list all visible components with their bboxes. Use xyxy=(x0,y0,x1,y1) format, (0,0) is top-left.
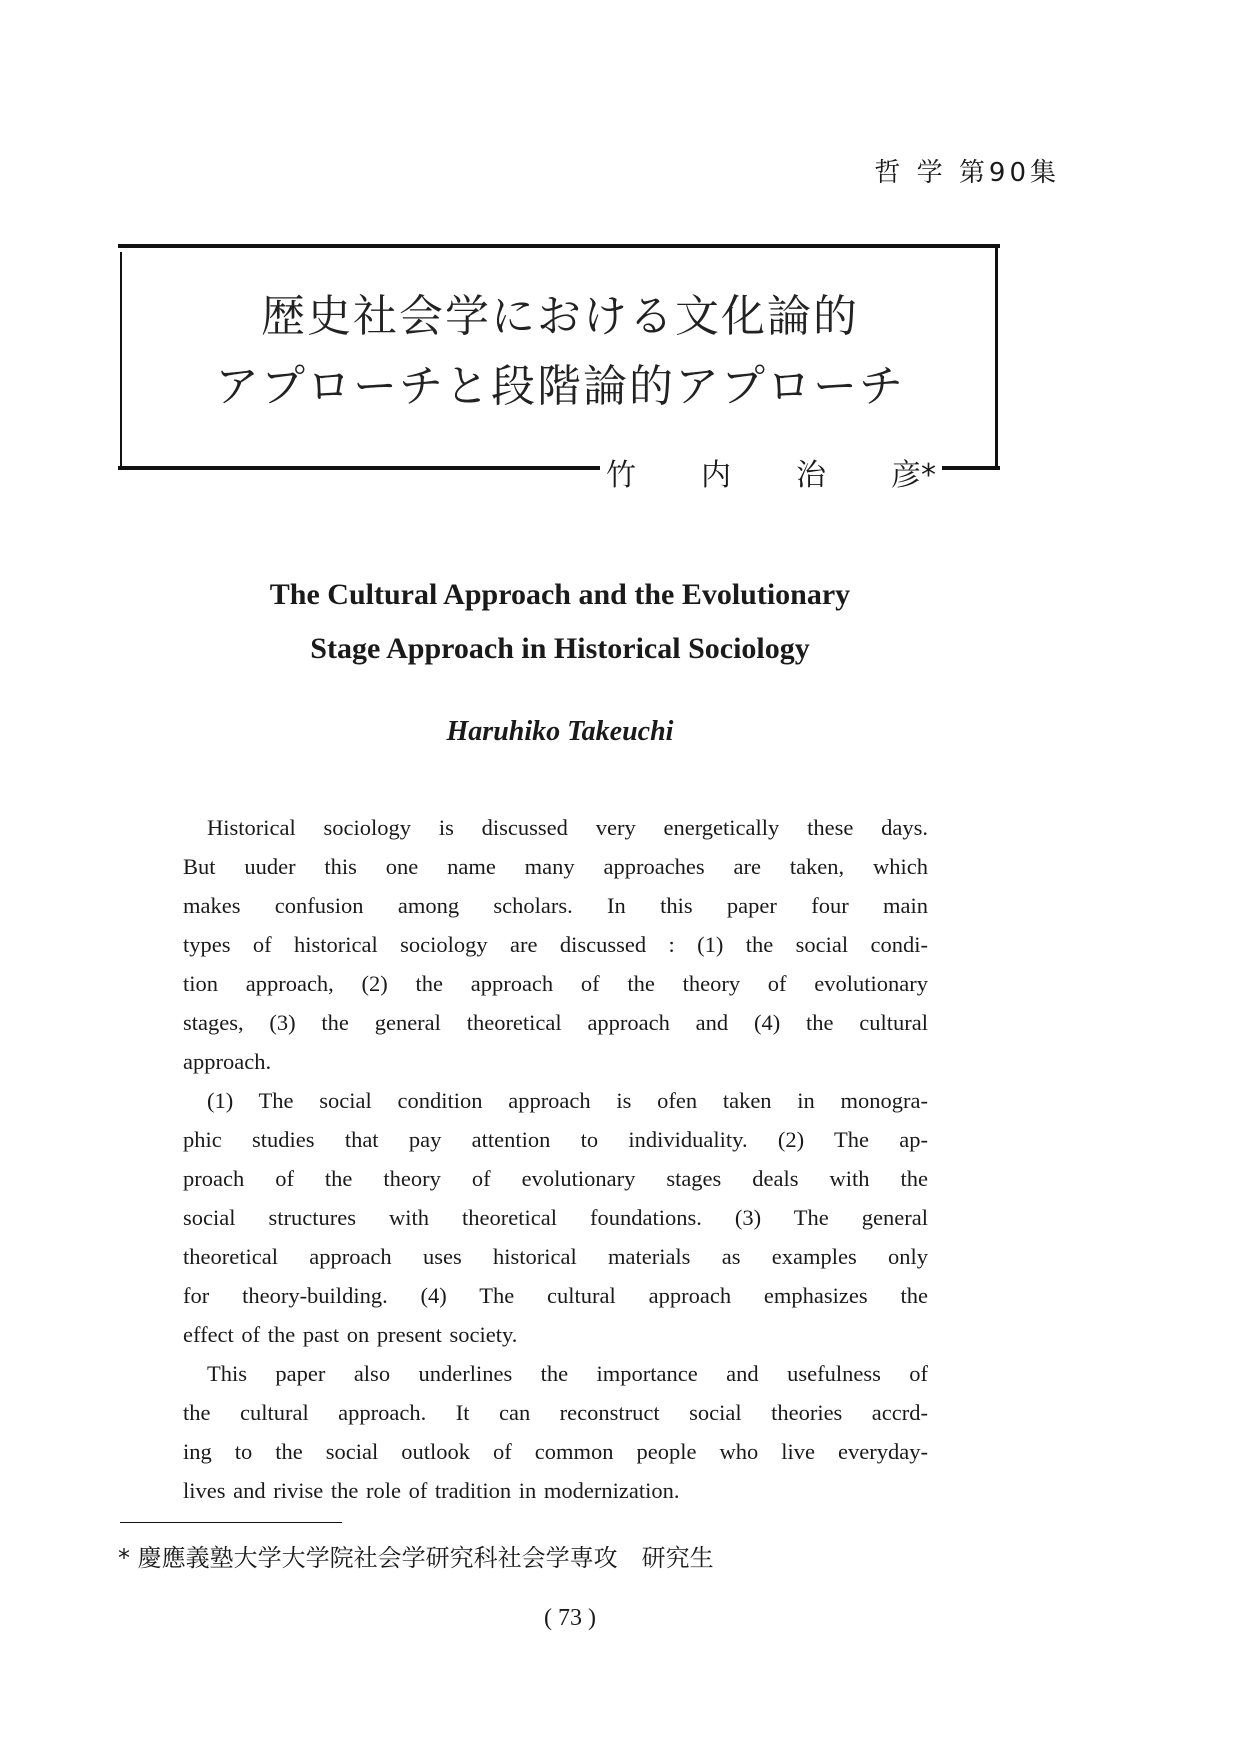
abstract-line: theoretical approach uses historical materials as examples only xyxy=(183,1244,928,1269)
title-box-top-rule xyxy=(118,244,1000,248)
abstract-line: (1) The social condition approach is ofen taken in monogra- xyxy=(207,1088,928,1113)
author-char: 内 xyxy=(701,458,731,493)
abstract-line: effect of the past on present society. xyxy=(183,1322,518,1347)
abstract-line: But uuder this one name many approaches are taken, which xyxy=(183,854,928,879)
author-char: 竹 xyxy=(606,458,636,493)
abstract-line: for theory-building. (4) The cultural approach emphasizes the xyxy=(183,1283,928,1308)
abstract-line: This paper also underlines the importance and usefulness of xyxy=(207,1361,928,1386)
abstract-line: social structures with theoretical foundations. (3) The general xyxy=(183,1205,928,1230)
japanese-title-line-1: 歴史社会学における文化論的 xyxy=(261,291,859,342)
abstract-line: types of historical sociology are discussed : (1) the social condi- xyxy=(183,932,928,957)
abstract-line: the cultural approach. It can reconstruct social theories accrd- xyxy=(183,1400,928,1425)
author-char: 彦* xyxy=(891,458,936,493)
abstract-line: Historical sociology is discussed very energetically these days. xyxy=(207,815,928,840)
page-number: ( 73 ) xyxy=(544,1605,596,1631)
journal-header: 哲 学 第90集 xyxy=(874,158,1060,188)
abstract-line: makes confusion among scholars. In this paper four main xyxy=(183,893,928,918)
footnote: * 慶應義塾大学大学院社会学研究科社会学専攻 研究生 xyxy=(118,1544,714,1572)
english-author: Haruhiko Takeuchi xyxy=(446,716,674,747)
footnote-rule xyxy=(120,1522,342,1523)
abstract-line: ing to the social outlook of common people who live everyday- xyxy=(183,1439,928,1464)
abstract-line: phic studies that pay attention to individuality. (2) The ap- xyxy=(183,1127,928,1152)
abstract-line: proach of the theory of evolutionary stages deals with the xyxy=(183,1166,928,1191)
abstract-line: stages, (3) the general theoretical approach and (4) the cultural xyxy=(183,1010,928,1035)
abstract-line: approach. xyxy=(183,1049,272,1074)
japanese-author xyxy=(600,450,942,494)
abstract-line: lives and rivise the role of tradition in modernization. xyxy=(183,1478,680,1503)
author-char: 治 xyxy=(796,458,826,493)
japanese-title-line-2: アプローチと段階論的アプローチ xyxy=(215,361,905,412)
abstract xyxy=(183,808,928,1510)
english-title-line-2: Stage Approach in Historical Sociology xyxy=(310,632,810,665)
english-title-line-1: The Cultural Approach and the Evolutionary xyxy=(269,578,851,611)
abstract-line: tion approach, (2) the approach of the theory of evolutionary xyxy=(183,971,928,996)
